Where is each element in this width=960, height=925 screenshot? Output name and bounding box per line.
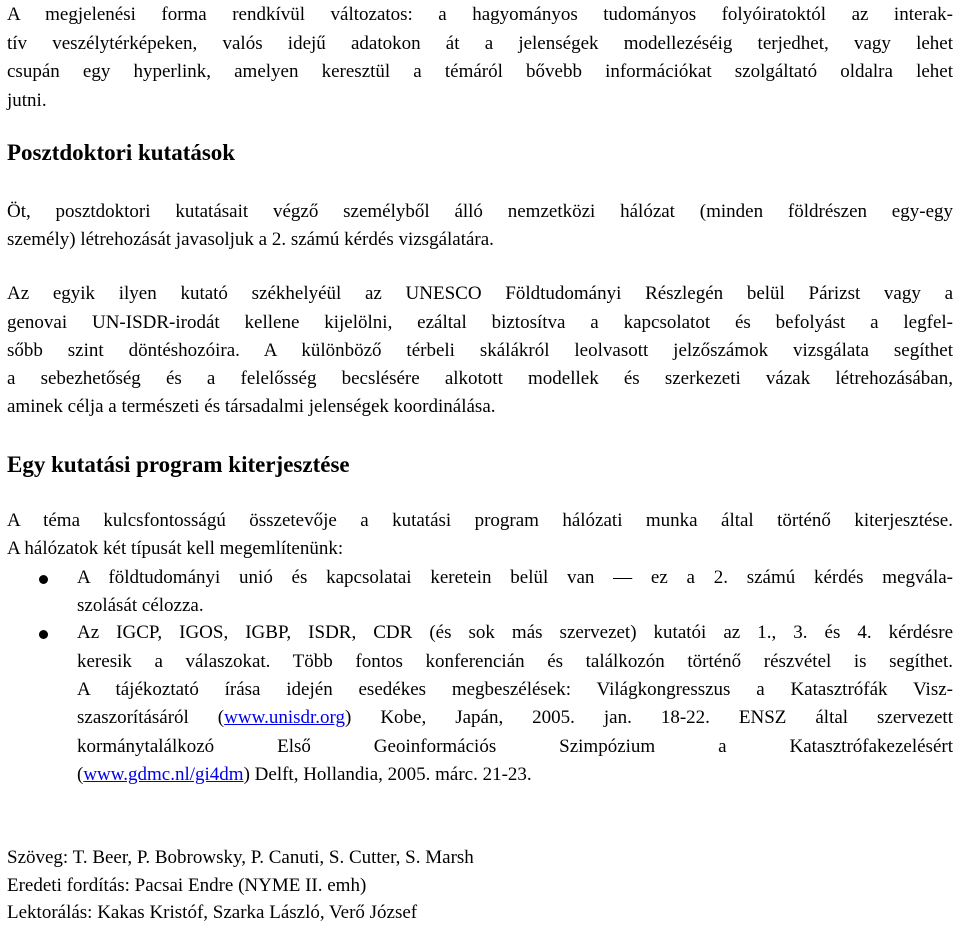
postdoc-line-1: Öt, posztdoktori kutatásait végző személyből álló nemzetközi hálózat (minden földrészen egy-egy	[7, 201, 953, 222]
bullet-2-line-4	[77, 706, 953, 730]
bullet-1-line-1: A földtudományi unió és kapcsolatai keretein belül van — ez a 2. számú kérdés megvála-	[77, 567, 953, 588]
postdoc-line-2: személy) létrehozását javasoljuk a 2. számú kérdés vizsgálatára.	[7, 229, 494, 250]
program-line-1: A téma kulcsfontosságú összetevője a kutatási program hálózati munka által történő kiterjesztése.	[7, 510, 953, 531]
bullet-2-line-1: Az IGCP, IGOS, IGBP, ISDR, CDR (és sok más szervezet) kutatói az 1., 3. és 4. kérdésre	[77, 622, 953, 643]
bullet-1-line-2: szolását célozza.	[77, 595, 204, 616]
credits-authors: Szöveg: T. Beer, P. Bobrowsky, P. Canuti, S. Cutter, S. Marsh	[7, 847, 474, 868]
researcher-line-4: a sebezhetőség és a felelősség becslésére alkotott modellek és szerkezeti vázak létrehozásában,	[7, 368, 953, 389]
bullet-2-line-6	[77, 763, 953, 787]
bullet-2-line-6-post: ) Delft, Hollandia, 2005. márc. 21-23.	[243, 764, 532, 785]
section-heading-program: Egy kutatási program kiterjesztése	[7, 452, 350, 477]
intro-line-1: A megjelenési forma rendkívül változatos: a hagyományos tudományos folyóiratoktól az interak-	[7, 4, 953, 25]
researcher-line-2: genovai UN-ISDR-irodát kellene kijelölni, ezáltal biztosítva a kapcsolatot és befolyást a legfel-	[7, 312, 953, 333]
program-line-2: A hálózatok két típusát kell megemlítenünk:	[7, 538, 344, 559]
bullet-2-line-4-pre: szaszorításáról (	[77, 707, 225, 728]
intro-line-3: csupán egy hyperlink, amelyen keresztül a témáról bővebb információkat szolgáltató oldalra lehet	[7, 61, 953, 82]
credits-translation: Eredeti fordítás: Pacsai Endre (NYME II. emh)	[7, 875, 367, 896]
bullet-2-line-2: keresik a válaszokat. Több fontos konferencián és találkozón történő részvétel is segíthet.	[77, 651, 953, 672]
researcher-line-5: aminek célja a természeti és társadalmi jelenségek koordinálása.	[7, 396, 496, 417]
unisdr-link[interactable]: www.unisdr.org	[224, 707, 346, 728]
bullet-2-line-3: A tájékoztató írása idején esedékes megbeszélések: Világkongresszus a Katasztrófák Visz-	[77, 679, 953, 700]
bullet-icon	[39, 630, 48, 639]
bullet-2-line-4-post: ) Kobe, Japán, 2005. jan. 18-22. ENSZ által szervezett	[345, 707, 953, 728]
section-heading-postdoc: Posztdoktori kutatások	[7, 140, 236, 165]
credits-review: Lektorálás: Kakas Kristóf, Szarka László, Verő József	[7, 902, 418, 923]
bullet-icon	[39, 575, 48, 584]
bullet-2-line-6-pre: (	[77, 764, 84, 785]
gdmc-link[interactable]: www.gdmc.nl/gi4dm	[83, 764, 244, 785]
bullet-2-line-5: kormánytalálkozó Első Geoinformációs Szimpózium a Katasztrófakezelésért	[77, 736, 953, 757]
intro-line-4: jutni.	[7, 90, 47, 111]
researcher-line-1: Az egyik ilyen kutató székhelyéül az UNESCO Földtudományi Részlegén belül Párizst vagy a	[7, 283, 953, 304]
researcher-line-3: sőbb szint döntéshozóira. A különböző térbeli skálákról leolvasott jelzőszámok vizsgálata segíthet	[7, 340, 953, 361]
intro-line-2: tív veszélytérképeken, valós idejű adatokon át a jelenségek modellezéséig terjedhet, vagy lehet	[7, 33, 953, 54]
